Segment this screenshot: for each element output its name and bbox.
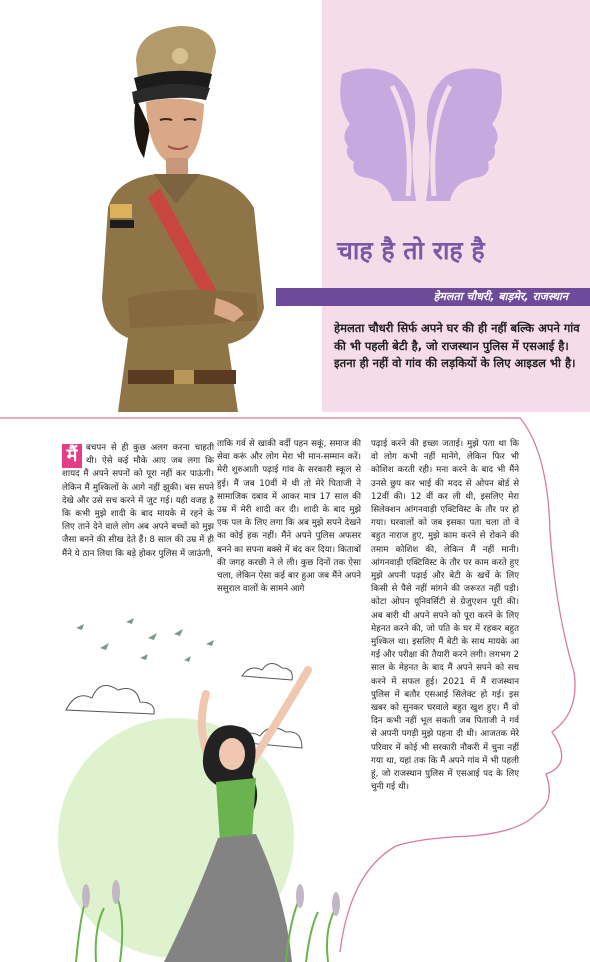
dropcap: मैं: [62, 444, 82, 468]
byline-bar: [276, 288, 590, 306]
byline: हेमलता चौधरी, बाड़मेर, राजस्थान: [433, 290, 568, 303]
article-column-1: [62, 442, 214, 561]
face-profiles-icon: [332, 66, 510, 201]
intro-text: हेमलता चौधरी सिर्फ अपने घर की ही नहीं बल्कि अपने गांव की भी पहली बेटी है, जो राजस्थान पुलिस में एसआई है। इतना ही नहीं वो गांव की लड़कियों के लिए आइडल भी है।: [334, 321, 580, 370]
girl-illustration: [56, 598, 346, 962]
article-column-3: पढ़ाई करने की इच्छा जताई। मुझे पता था कि वो लोग कभी नहीं मानेंगे, लेकिन फिर भी कोशिश करती रही। मना करने के बाद भी मैंने उनसे छुप कर भाई की मदद से ओपन बोर्ड से 12वीं की। 12 वीं कर ली थी, इसलिए मेरा सिलेक्शन आंगनवाड़ी एक्टिविस्ट के तौर पर हो गया। घरवालों को जब इसका पता चला तो वे बहुत नाराज हुए, मुझे काम करने से रोकने की तमाम कोशिश की, लेकिन मैं नहीं मानी। आंगनवाड़ी एक्टिविस्ट के तौर पर काम करते हुए मुझे अपनी पढ़ाई और बेटी के खर्चे के लिए किसी से पैसे नहीं मांगने की जरूरत नहीं पड़ी। कोटा ओपन यूनिवर्सिटी से ग्रेजुएशन पूरी की। अब बारी थी अपने सपने को पूरा करने के लिए मेहनत करने की, जो पति के घर में रहकर बहुत मुश्किल था। इसलिए मैं बेटी के साथ मायके आ गई और परीक्षा की तैयारी करने लगी। लगभग 2 साल के मेहनत के बाद मैं अपने सपने को सच करने में सफल हुई। 2021 में मैं राजस्थान पुलिस में बतौर एसआई सिलेक्ट हो गई। इस खबर को सुनकर घरवाले बहुत खुश हुए। मैं वो दिन कभी नहीं भूल सकती जब पिताजी ने गर्व से अपनी पगड़ी मुझे पहना दी थी। आजतक मेरे परिवार में कोई भी सरकारी नौकरी में चुना नहीं गया था, यहां तक कि मैं अपने गांव में भी पहली हूं, जो राजस्थान पुलिस में एसआई पद के लिए चुनी गई थी।: [371, 439, 519, 793]
article-column-2: ताकि गर्व से खाकी वर्दी पहन सकूं, समाज की सेवा करूं और लोग मेरा भी मान-सम्मान करें। मेरी शुरुआती पढ़ाई गांव के सरकारी स्कूल से हुई। मैं जब 10वीं में थी तो मेरे पिताजी ने सामाजिक दबाव में आकर मात्र 17 साल की उम्र में मेरी शादी कर दी। शादी के बाद मुझे एक पल के लिए लगा कि अब मुझे सपने देखने का कोई हक नहीं। मैंने अपने पुलिस अफसर बनने का सपना बक्से में बंद कर दिया। किताबों की जगह करछी ने ले ली। कुछ दिनों तक ऐसा चला, लेकिन ऐसा कई बार हुआ जब मैंने अपने ससुराल वालों के सामने आगे: [217, 439, 361, 595]
cloud-icon: [66, 686, 154, 715]
headline: चाह है तो राह है: [337, 236, 485, 265]
article-body: [0, 412, 590, 962]
birds-icon: [76, 618, 214, 662]
officer-photo: [88, 8, 288, 412]
column-1-text: बचपन से ही कुछ अलग करना चाहती थी। ऐसे कई मौके आए जब लगा कि शायद मैं अपने सपनों को पूरा नहीं कर पाऊंगी। लेकिन मैं मुश्किलों के आगे नहीं झुकी। बस सपने देखे और उसे सच करने में जुट गई। यही वजह है कि कभी मुझे शादी के बाद मायके में रहने के लिए ताने देने वाले लोग अब अपने बच्चों को मुझ जैसा बनने की सीख देते हैं। 8 साल की उम्र में ही मैंने ये ठान लिया कि बड़े होकर पुलिस में जाऊंगी,: [62, 443, 214, 559]
photo-area: [0, 0, 322, 412]
